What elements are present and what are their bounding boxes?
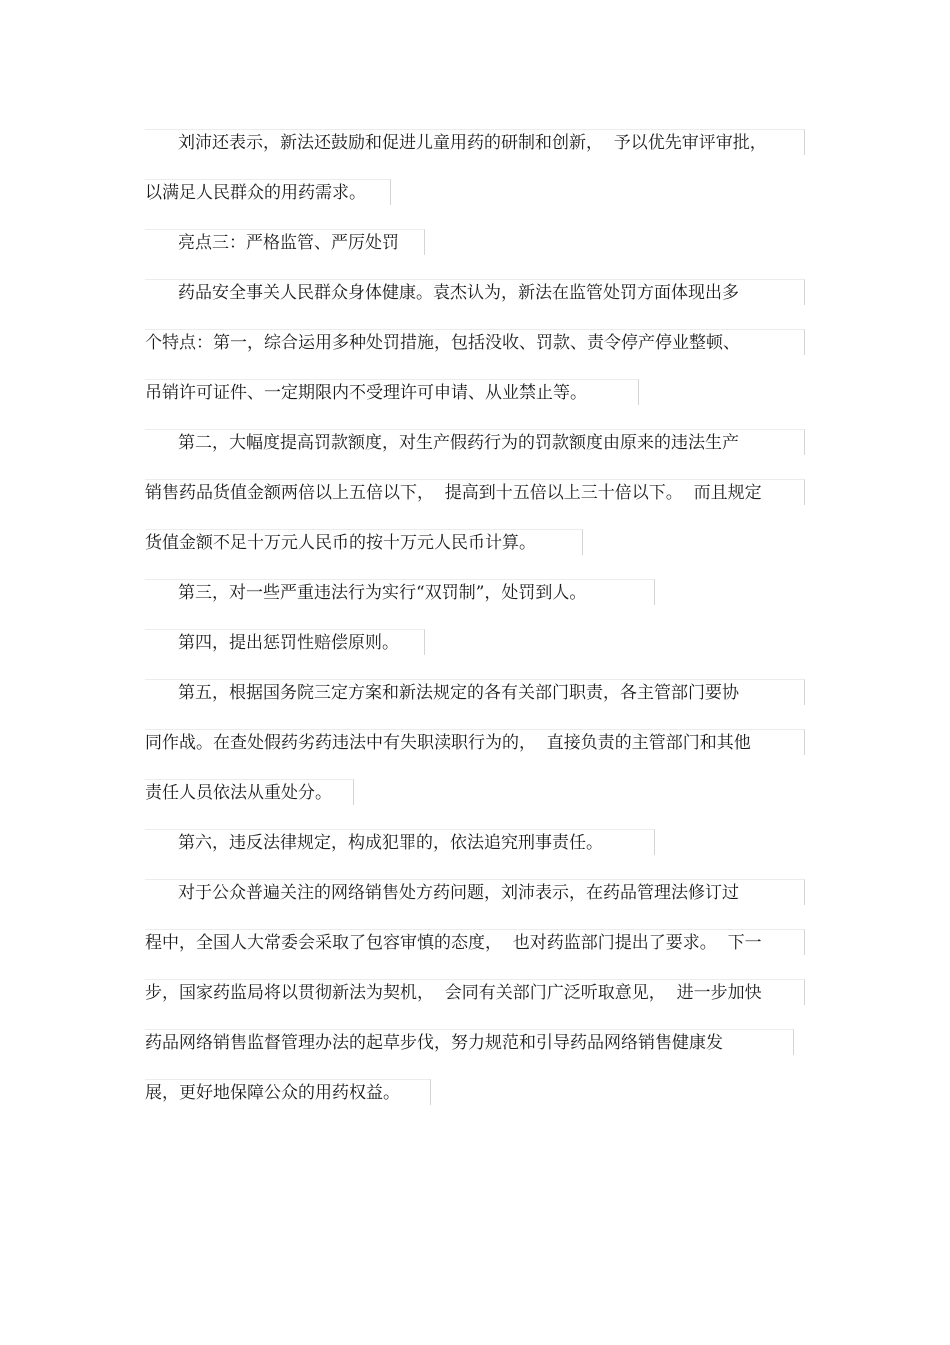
text-line-13: 同作战。在查处假药劣药违法中有失职渎职行为的， 直接负责的主管部门和其他 [145,729,805,755]
text-line-12: 第五，根据国务院三定方案和新法规定的各有关部门职责，各主管部门要协 [145,679,805,705]
text-line-11: 第四，提出惩罚性赔偿原则。 [145,629,425,655]
text-line-4: 药品安全事关人民群众身体健康。袁杰认为，新法在监管处罚方面体现出多 [145,279,805,305]
text-line-1: 刘沛还表示，新法还鼓励和促进儿童用药的研制和创新， 予以优先审评审批， [145,129,805,155]
text-line-16: 对于公众普遍关注的网络销售处方药问题，刘沛表示，在药品管理法修订过 [145,879,805,905]
text-line-6: 吊销许可证件、一定期限内不受理许可申请、从业禁止等。 [145,379,639,405]
text-line-19: 药品网络销售监督管理办法的起草步伐，努力规范和引导药品网络销售健康发 [145,1029,794,1055]
text-line-20: 展，更好地保障公众的用药权益。 [145,1079,431,1105]
section-heading: 亮点三：严格监管、严厉处罚 [145,229,425,255]
text-line-15: 第六，违反法律规定，构成犯罪的，依法追究刑事责任。 [145,829,655,855]
text-line-2: 以满足人民群众的用药需求。 [145,179,391,205]
text-line-7: 第二，大幅度提高罚款额度，对生产假药行为的罚款额度由原来的违法生产 [145,429,805,455]
text-line-18: 步，国家药监局将以贯彻新法为契机， 会同有关部门广泛听取意见， 进一步加快 [145,979,805,1005]
text-line-10: 第三，对一些严重违法行为实行“双罚制”，处罚到人。 [145,579,655,605]
text-line-17: 程中，全国人大常委会采取了包容审慎的态度， 也对药监部门提出了要求。 下一 [145,929,805,955]
text-line-14: 责任人员依法从重处分。 [145,779,354,805]
text-line-9: 货值金额不足十万元人民币的按十万元人民币计算。 [145,529,583,555]
text-line-8: 销售药品货值金额两倍以上五倍以下， 提高到十五倍以上三十倍以下。 而且规定 [145,479,805,505]
text-line-5: 个特点：第一，综合运用多种处罚措施，包括没收、罚款、责令停产停业整顿、 [145,329,805,355]
